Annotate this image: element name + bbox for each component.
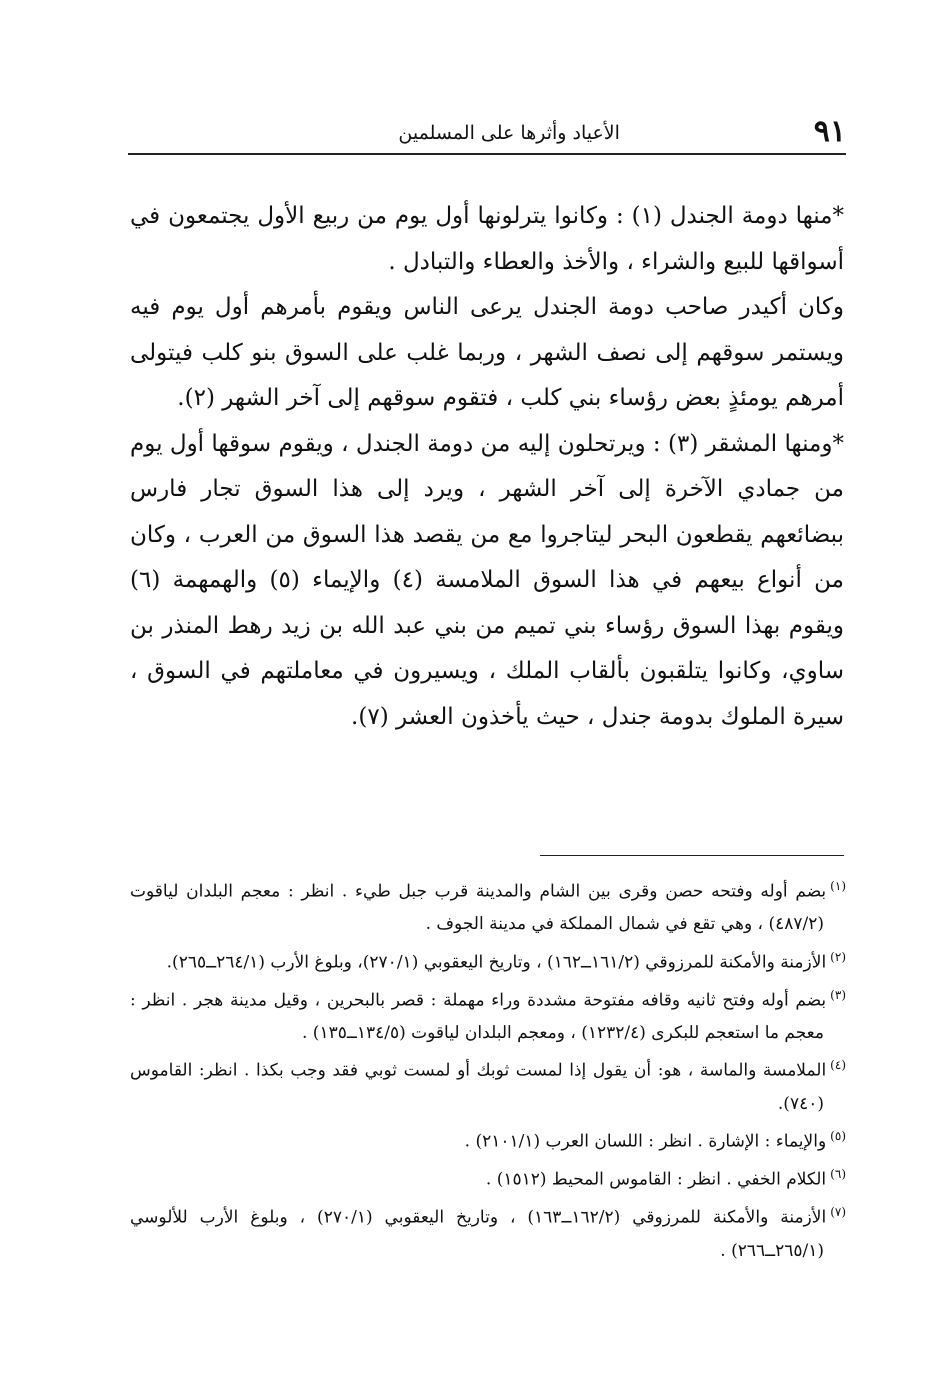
footnote-number: (٤) (830, 1058, 846, 1073)
footnote (130, 870, 846, 941)
main-text (130, 194, 844, 740)
header-rule (128, 153, 846, 155)
footnote-text: بضم أوله وفتح ثانيه وقافه مفتوحة مشددة وراء مهملة : قصر بالبحرين ، وقيل مدينة هجر . انظر : معجم ما استعجم للبكرى (١٢٣٢/٤) ، ومعجم البلدان لياقوت (١٣٤/٥ــ١٣٥) . (130, 990, 827, 1043)
paragraph: *ومنها المشقر (٣) : ويرتحلون إليه من دومة الجندل ، ويقوم سوقها أول يوم من جمادي الآخرة إلى آخر الشهر ، ويرد إلى هذا السوق تجار فارس ببضائعهم يقطعون البحر ليتاجروا مع من يقصد هذا السوق من العرب ، وكان من أنواع بيعهم في هذا السوق الملامسة (٤) والإيماء (٥) والهمهمة (٦) ويقوم بهذا السوق رؤساء بني تميم من بني عبد الله بن زيد رهط المنذر بن ساوي، وكانوا يتلقبون بألقاب الملك ، ويسيرون في معاملتهم في السوق ، سيرة الملوك بدومة جندل ، حيث يأخذون العشر (٧). (130, 430, 844, 730)
footnote-text: الأزمنة والأمكنة للمرزوقي (١٦١/٢ــ١٦٢) ، وتاريخ اليعقوبي (٢٧٠/١)، وبلوغ الأرب (٢٦٤/١ــ٢٦٥). (166, 952, 827, 973)
running-title: الأعياد وأثرها على المسلمين (398, 122, 620, 144)
footnote (130, 979, 846, 1050)
footnote-text: والإيماء : الإشارة . انظر : اللسان العرب (٢١٠١/١) . (464, 1131, 827, 1152)
footnote (130, 1158, 846, 1196)
footnote-number: (٧) (830, 1205, 847, 1220)
footnote-text: الأزمنة والأمكنة للمرزوقي (١٦٢/٢ــ١٦٣) ، وتاريخ اليعقوبي (٢٧٠/١) ، وبلوغ الأرب للألوسي (٢٦٥/١ــ٢٦٦) . (130, 1208, 827, 1261)
footnote-number: (١) (830, 879, 846, 893)
footnotes (130, 870, 846, 1267)
footnote-text: الكلام الخفي . انظر : القاموس المحيط (١٥١٢) . (485, 1169, 827, 1190)
footnote (130, 1196, 846, 1267)
paragraph: وكان أكيدر صاحب دومة الجندل يرعى الناس ويقوم بأمرهم أول يوم فيه ويستمر سوقهم إلى نصف الشهر ، وربما غلب على السوق بنو كلب فيتولى أمرهم يومئذٍ بعض رؤساء بني كلب ، فتقوم سوقهم إلى آخر الشهر (٢). (130, 294, 844, 411)
page-number: ٩١ (813, 114, 846, 149)
footnote-number: (٢) (830, 949, 846, 964)
footnote (130, 1120, 846, 1158)
footnote-number: (٣) (830, 987, 846, 1002)
footnote-text: بضم أوله وفتحه حصن وقرى بين الشام والمدينة قرب جبل طيء . انظر : معجم البلدان لياقوت (٤٨٧/٢) ، وهي تقع في شمال المملكة في مدينة الجوف . (130, 881, 827, 935)
footnote-number: (٥) (830, 1129, 846, 1144)
paragraph: *منها دومة الجندل (١) : وكانوا يترلونها أول يوم من ربيع الأول يجتمعون في أسواقها للبيع والشراء ، والأخذ والعطاء والتبادل . (130, 203, 844, 275)
footnote (130, 941, 846, 979)
footnote-separator (540, 855, 844, 856)
page-header (128, 112, 846, 152)
footnote-text: الملامسة والماسة ، هو: أن يقول إذا لمست ثوبك أو لمست ثوبي فقد وجب بكذا . انظر: القاموس (٧٤٠). (130, 1061, 827, 1114)
footnote-number: (٦) (830, 1167, 846, 1182)
footnote (130, 1049, 846, 1120)
